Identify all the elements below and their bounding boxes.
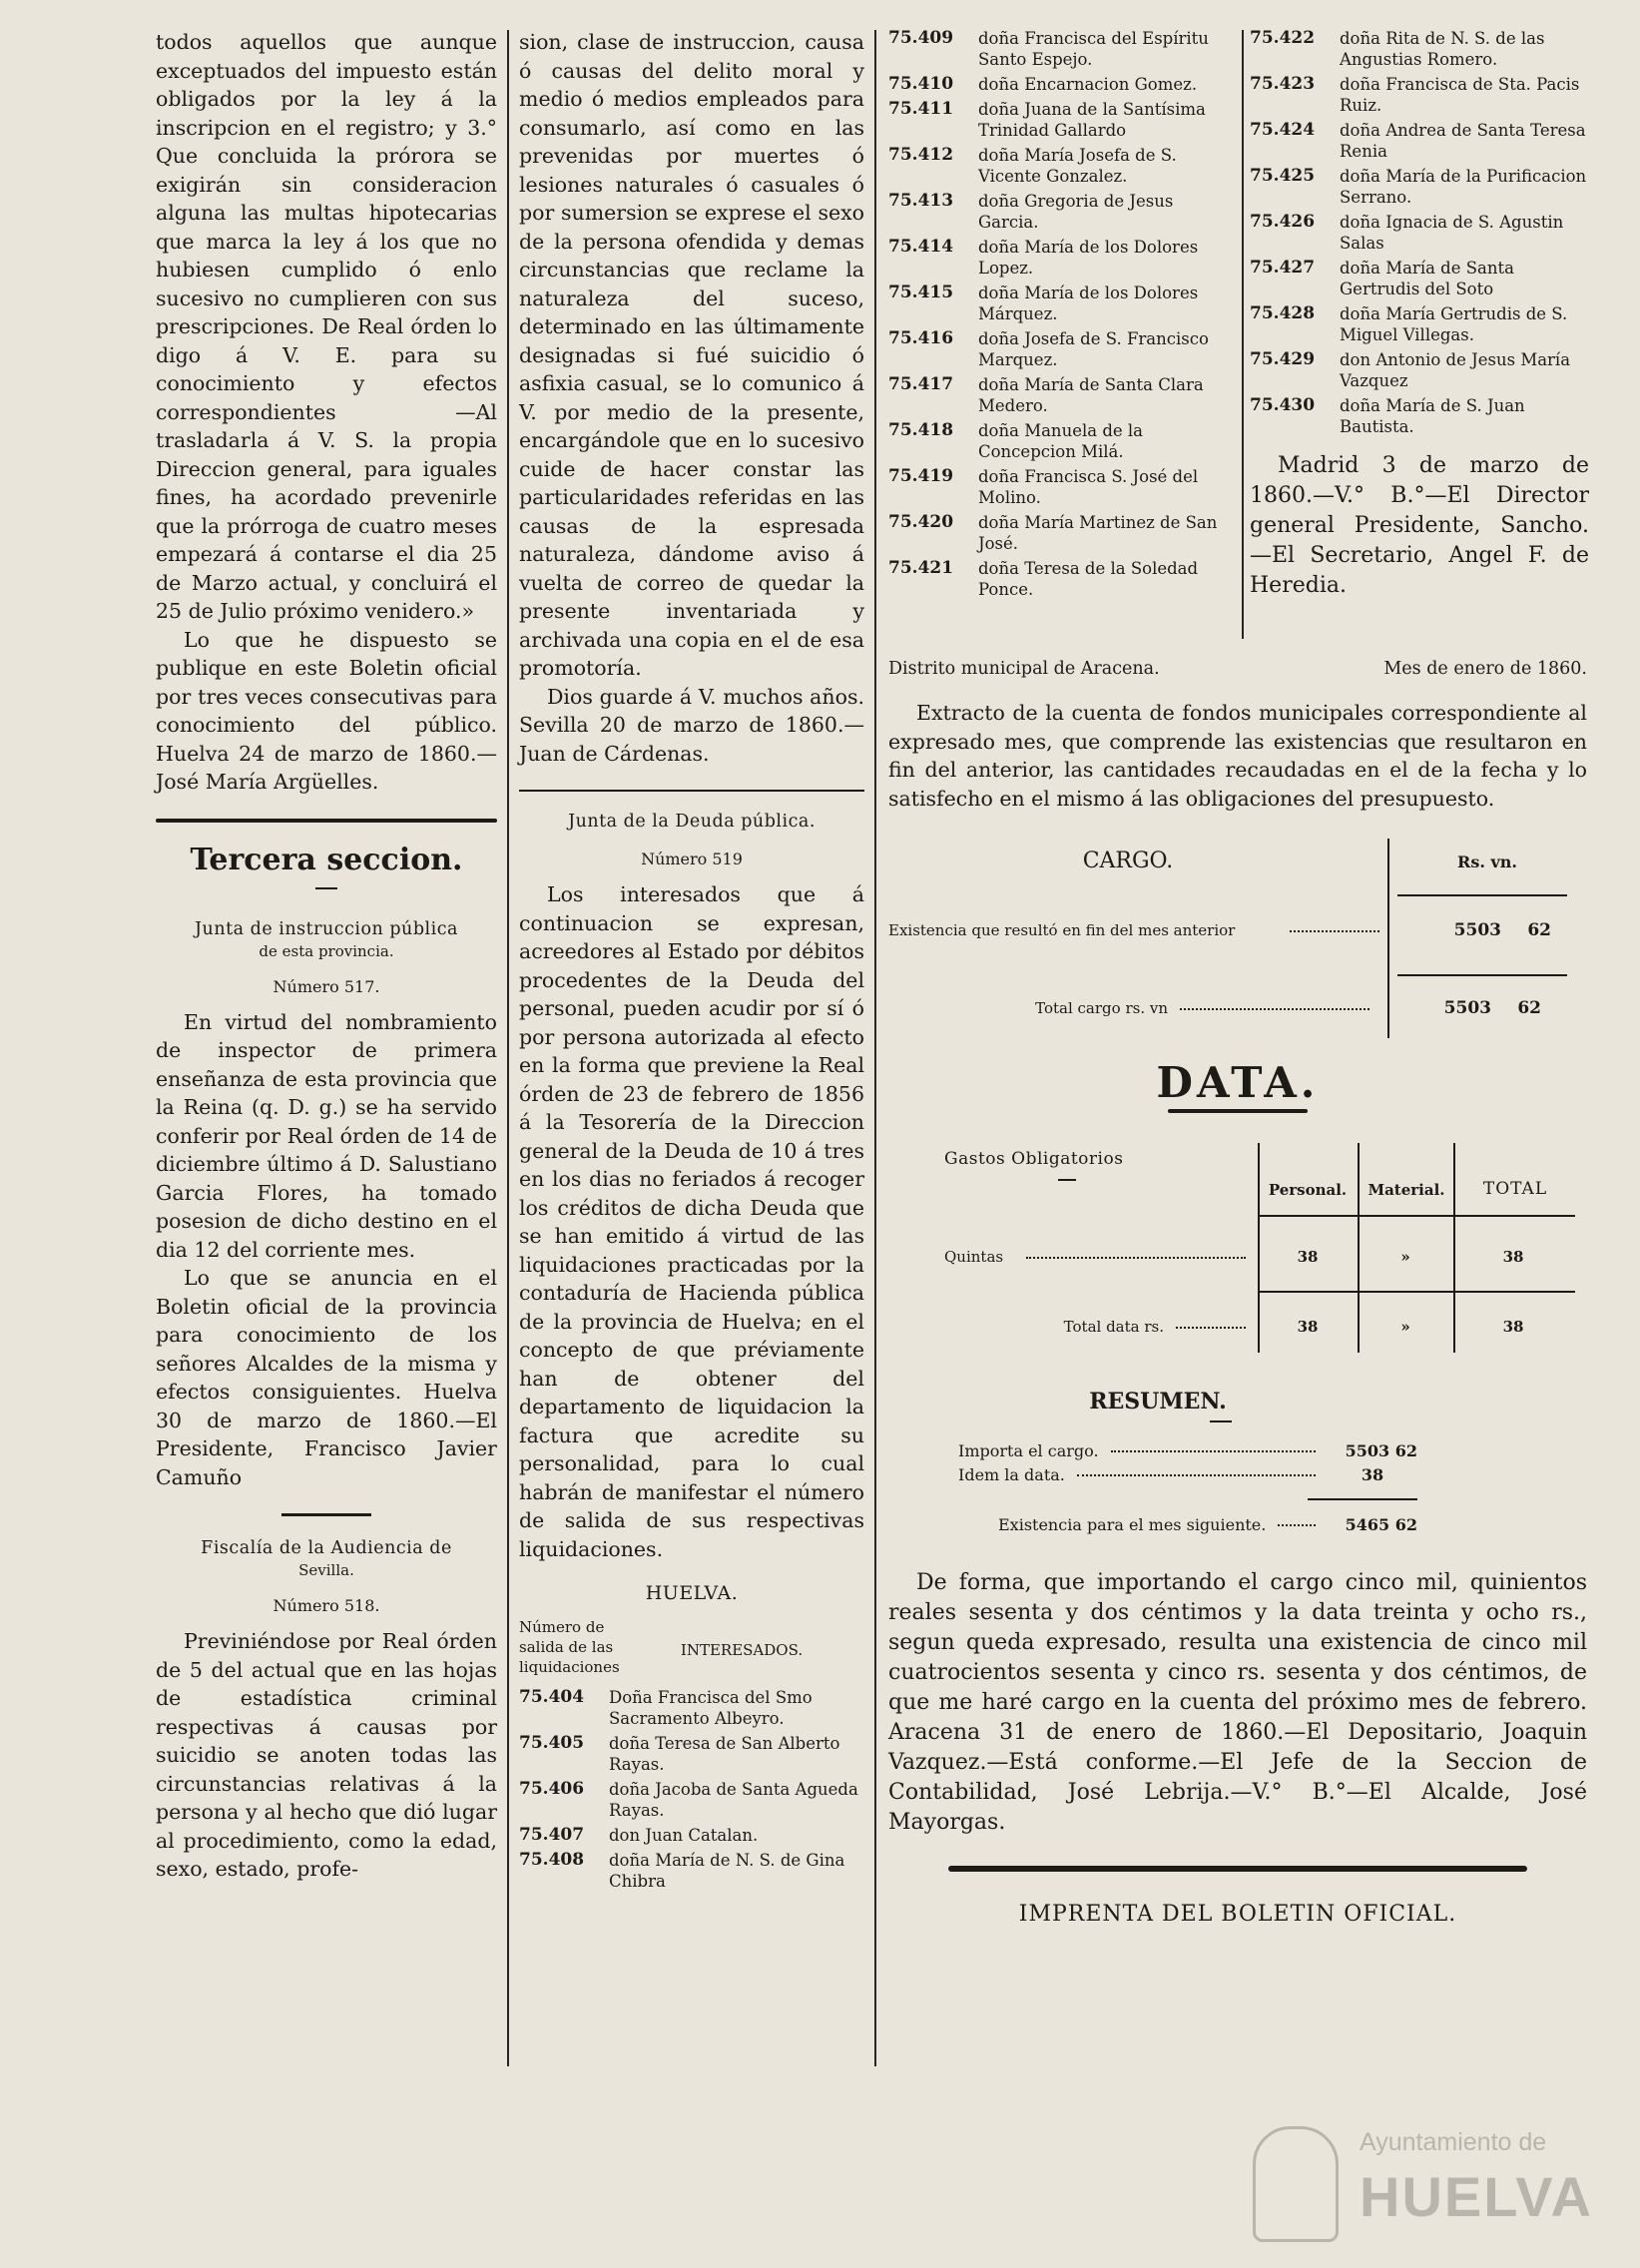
col-header-total: TOTAL: [1482, 1179, 1548, 1199]
list-item: [1250, 120, 1589, 162]
col-header-interesados: INTERESADOS.: [680, 1641, 804, 1659]
entry-name: doña Encarnacion Gomez.: [978, 75, 1198, 94]
entry-name: doña Francisca S. José del Molino.: [978, 467, 1199, 507]
cargo-col-header: Rs. vn.: [1457, 852, 1517, 871]
entry-number: 75.405: [519, 1733, 585, 1753]
data-title: DATA.: [1156, 1058, 1320, 1107]
entry-number: 75.414: [888, 237, 954, 257]
gastos-title: Gastos Obligatorios: [944, 1149, 1124, 1169]
resumen-row: [958, 1462, 1417, 1486]
list-item: [1250, 395, 1589, 437]
list-item: [888, 74, 1233, 95]
junta2-title: Junta de la Deuda pública.: [568, 812, 816, 832]
entry-name: doña María de Santa Gertrudis del Soto: [1340, 259, 1514, 298]
list-item: [1250, 349, 1589, 391]
entry-number: 75.430: [1250, 395, 1316, 415]
leader-dots: [1026, 1247, 1246, 1259]
section-title: Tercera seccion.: [190, 842, 463, 877]
entry-number: 75.421: [888, 558, 954, 578]
entry-name: doña María de Santa Clara Medero.: [978, 375, 1204, 415]
resumen-label: Importa el cargo.: [958, 1440, 1099, 1460]
list-item: [888, 191, 1233, 233]
short-rule: [281, 1513, 371, 1516]
list-item: [1250, 74, 1589, 116]
cargo-row-value: 5503: [1453, 920, 1501, 940]
city-seal-icon: [1253, 2126, 1339, 2242]
junta1-number: Número 517.: [273, 976, 380, 996]
entry-number: 75.406: [519, 1779, 585, 1799]
list-item: [888, 558, 1233, 600]
entry-number: 75.415: [888, 283, 954, 302]
cargo-rule: [1397, 894, 1567, 896]
leader-dots: [1111, 1440, 1316, 1452]
cuenta-closing: De forma, que importando el cargo cinco mil, quinientos reales sesenta y dos céntimos y la data treinta y ocho rs., segun queda expresado, resulta una existencia de cinco mil cuatrocientos sesenta y cinco rs. sesenta y dos céntimos, de que me haré cargo en la cuenta del próximo mes de febrero. Aracena 31 de enero de 1860.—El Depositario, Joaquin Vazquez.—Está conforme.—El Jefe de la Seccion de Contabilidad, José Lebrija.—V.° B.°—El Alcalde, José Mayorgas.: [888, 1570, 1587, 1835]
list-item: [1250, 212, 1589, 254]
resumen-row: [958, 1438, 1417, 1462]
final-rule: [948, 1866, 1527, 1872]
cargo-total-label: Total cargo rs. vn: [1035, 999, 1168, 1017]
resumen-rule: [1308, 1498, 1417, 1500]
entry-name: doña Teresa de San Alberto Rayas.: [609, 1734, 840, 1774]
imprenta-label: IMPRENTA DEL BOLETIN OFICIAL.: [1018, 1902, 1457, 1927]
junta2-number: Número 519: [641, 850, 743, 868]
ornament-rule: [1168, 1109, 1308, 1113]
list-item: [888, 283, 1233, 324]
table-rule: [1260, 1215, 1575, 1217]
list-item: [1250, 166, 1589, 208]
interesados-list: [519, 1687, 864, 1892]
quintas-material: »: [1400, 1248, 1410, 1266]
leader-dots: [1176, 1317, 1246, 1329]
leader-dots: [1290, 920, 1379, 932]
watermark-line2: HUELVA: [1360, 2165, 1593, 2228]
intro-closing: Lo que he dispuesto se publique en este Boletin oficial por tres veces consecutivas para conocimiento del público. Huelva 24 de marzo de 1860.—José María Argüelles.: [156, 627, 497, 794]
entry-number: 75.429: [1250, 349, 1316, 369]
resumen-value: 38: [1361, 1464, 1384, 1484]
entry-name: doña María de la Purificacion Serrano.: [1340, 167, 1587, 207]
entry-name: doña Jacoba de Santa Agueda Rayas.: [609, 1780, 858, 1820]
intro-text: todos aquellos que aunque exceptuados del impuesto están obligados por la ley á la inscripcion en el registro; y 3.° Que concluida la prórora se exigirán sin consideracion alguna las multas hipotecarias que marca la ley á los que no hubiesen cumplido ó enlo sucesivo no cumplieren con sus prescripciones. De Real órden lo digo á V. E. para su conocimiento y efectos correspondientes —Al trasladarla á V. S. la propia Direccion general, para iguales fines, ha acordado prevenirle que la prórroga de cuatro meses empezará á contarse el dia 25 de Marzo actual, y concluirá el 25 de Julio próximo venidero.»: [156, 30, 497, 623]
total-data-material: »: [1400, 1318, 1410, 1336]
entry-number: 75.419: [888, 466, 954, 486]
junta1-subtitle: de esta provincia.: [259, 941, 394, 960]
list-item: [519, 1825, 864, 1846]
list-item: [888, 512, 1233, 554]
list-item: [888, 28, 1233, 70]
column-1: [156, 28, 497, 1884]
entry-name: doña María de los Dolores Lopez.: [978, 238, 1199, 278]
resumen-row: [958, 1510, 1417, 1538]
list-item: [888, 328, 1233, 370]
interesados-list: [888, 28, 1233, 600]
leader-dots: [1180, 998, 1369, 1010]
entry-number: 75.409: [888, 28, 954, 48]
list-item: [888, 237, 1233, 279]
cargo-total-row: [888, 978, 1577, 1038]
resumen-value: 5503 62: [1345, 1440, 1417, 1460]
quintas-total: 38: [1502, 1248, 1524, 1266]
divider: [519, 790, 864, 792]
entry-number: 75.428: [1250, 303, 1316, 323]
cargo-row: [888, 900, 1577, 960]
resumen-block: [888, 1438, 1417, 1538]
list-item: [888, 145, 1233, 187]
list-item: [1250, 28, 1589, 70]
dash-divider: [315, 887, 337, 889]
entry-name: doña Teresa de la Soledad Ponce.: [978, 559, 1199, 599]
column-rule-3: [1242, 30, 1244, 639]
fiscalia-body: Previniéndose por Real órden de 5 del actual que en las hojas de estadística criminal respectivas á causas por suicidio se anoten todas las circunstancias relativas á la persona y al hecho que dió lugar al procedimiento, como la edad, sexo, estado, profe-: [156, 1629, 497, 1881]
gastos-table: [888, 1143, 1587, 1373]
entry-number: 75.417: [888, 374, 954, 394]
continued-closing: Dios guarde á V. muchos años. Sevilla 20 de marzo de 1860.—Juan de Cárdenas.: [519, 684, 864, 766]
fiscalia-title: Fiscalía de la Audiencia de: [201, 1538, 452, 1558]
entry-name: doña Gregoria de Jesus Garcia.: [978, 192, 1174, 232]
entry-number: 75.424: [1250, 120, 1316, 140]
resumen-label: Idem la data.: [958, 1464, 1065, 1484]
entry-name: doña María Martinez de San José.: [978, 513, 1218, 553]
district-label: Distrito municipal de Aracena.: [888, 659, 1160, 679]
cargo-total-value: 5503: [1443, 998, 1491, 1018]
entry-number: 75.423: [1250, 74, 1316, 94]
cargo-block: [888, 839, 1587, 1048]
leader-dots: [1077, 1464, 1316, 1476]
interesados-list: [1250, 28, 1589, 437]
entry-number: 75.416: [888, 328, 954, 348]
section-divider: [156, 819, 497, 823]
entry-name: don Juan Catalan.: [609, 1826, 759, 1845]
cargo-title: CARGO.: [1082, 849, 1174, 873]
total-data-row: [944, 1297, 1575, 1357]
fiscalia-subtitle: Sevilla.: [298, 1561, 354, 1579]
entry-name: doña Josefa de S. Francisco Marquez.: [978, 329, 1209, 369]
cargo-total-cents: 62: [1517, 998, 1541, 1018]
resumen-label: Existencia para el mes siguiente.: [998, 1514, 1267, 1534]
leader-dots: [1278, 1514, 1316, 1526]
list-item: [1250, 303, 1589, 345]
entry-number: 75.408: [519, 1850, 585, 1870]
col-header-number: Número de salida de las liquidaciones: [519, 1618, 620, 1676]
entry-name: doña María de S. Juan Bautista.: [1340, 396, 1525, 436]
fiscalia-number: Número 518.: [273, 1596, 380, 1615]
cargo-row-label: Existencia que resultó en fin del mes anterior: [888, 921, 1236, 939]
col4-closing: Madrid 3 de marzo de 1860.—V.° B.°—El Director general Presidente, Sancho. —El Secretario, Angel F. de Heredia.: [1250, 453, 1589, 598]
entry-name: doña Manuela de la Concepcion Milá.: [978, 421, 1143, 461]
continued-text: sion, clase de instruccion, causa ó causas del delito moral y medio ó medios empleados para consumarlo, así como en las prevenidas por muertes ó lesiones naturales ó casuales ó por sumersion se exprese el sexo de la persona ofendida y demas circunstancias que reclame la naturaleza del suceso, determinado en las últimamente designadas si fué suicidio ó asfixia casual, se lo comunico á V. por medio de la presente, encargándole que en lo sucesivo cuide de hacer constar las particularidades referidas en las causas de la espresada naturaleza, dándome aviso á vuelta de correo de quedar la presente inventariada y archivada una copia en el de esa promotoría.: [519, 30, 864, 680]
list-item: [519, 1733, 864, 1775]
list-item: [888, 420, 1233, 462]
cuenta-header: [888, 659, 1587, 679]
watermark-line1: Ayuntamiento de: [1360, 2128, 1547, 2156]
cargo-row-cents: 62: [1527, 920, 1551, 940]
col-header-material: Material.: [1367, 1181, 1445, 1199]
entry-number: 75.422: [1250, 28, 1316, 48]
entry-number: 75.411: [888, 99, 954, 119]
cargo-rule: [1397, 974, 1567, 976]
quintas-personal: 38: [1297, 1248, 1319, 1266]
entry-number: 75.410: [888, 74, 954, 94]
entry-name: doña Rita de N. S. de las Angustias Romero.: [1340, 29, 1545, 69]
entry-number: 75.427: [1250, 258, 1316, 278]
entry-name: doña María Gertrudis de S. Miguel Villegas.: [1340, 304, 1568, 344]
list-item: [519, 1779, 864, 1821]
column-2: [519, 28, 864, 1896]
total-data-label: Total data rs.: [1063, 1318, 1164, 1336]
list-item: [888, 374, 1233, 416]
total-data-personal: 38: [1297, 1318, 1319, 1336]
entry-name: doña María Josefa de S. Vicente Gonzalez.: [978, 146, 1177, 186]
extract-text: Extracto de la cuenta de fondos municipales correspondiente al expresado mes, que comprende las existencias que resultaron en fin del anterior, las cantidades recaudadas en el de la fecha y lo satisfecho en el mismo á las obligaciones del presupuesto.: [888, 701, 1587, 811]
col-header-personal: Personal.: [1268, 1181, 1348, 1199]
dash: [1210, 1420, 1232, 1422]
column-rule-2: [874, 30, 876, 2066]
total-data-total: 38: [1502, 1318, 1524, 1336]
entry-number: 75.413: [888, 191, 954, 211]
entry-number: 75.418: [888, 420, 954, 440]
entry-name: doña Francisca de Sta. Pacis Ruiz.: [1340, 75, 1580, 115]
resumen-title: RESUMEN.: [1089, 1389, 1227, 1415]
column-4: [1250, 28, 1589, 601]
dash: [1058, 1179, 1076, 1181]
entry-name: doña Andrea de Santa Teresa Renia: [1340, 121, 1586, 161]
list-item: [888, 99, 1233, 141]
entry-name: doña Ignacia de S. Agustin Salas: [1340, 213, 1564, 253]
entry-number: 75.426: [1250, 212, 1316, 232]
month-label: Mes de enero de 1860.: [1383, 659, 1587, 679]
junta1-body: En virtud del nombramiento de inspector de primera enseñanza de esta provincia que la Reina (q. D. g.) se ha servido conferir por Real órden de 14 de diciembre último á D. Salustiano Garcia Flores, ha tomado posesion de dicho destino en el dia 12 del corriente mes.: [156, 1009, 497, 1262]
list-item: [1250, 258, 1589, 299]
entry-number: 75.425: [1250, 166, 1316, 186]
junta1-title: Junta de instruccion pública: [195, 918, 458, 939]
resumen-value: 5465 62: [1345, 1514, 1417, 1534]
entry-name: doña María de los Dolores Márquez.: [978, 284, 1199, 323]
list-item: [888, 466, 1233, 508]
entry-name: Doña Francisca del Smo Sacramento Albeyro.: [609, 1688, 813, 1728]
entry-number: 75.404: [519, 1687, 585, 1707]
entry-name: doña Juana de la Santísima Trinidad Gallardo: [978, 100, 1206, 140]
quintas-label: Quintas: [944, 1248, 1004, 1266]
junta1-closing: Lo que se anuncia en el Boletin oficial de la provincia para conocimiento de los señores Alcaldes de la misma y efectos consiguientes. Huelva 30 de marzo de 1860.—El Presidente, Francisco Javier Camuño: [156, 1266, 497, 1489]
column-3: [888, 28, 1233, 604]
entry-name: doña María de N. S. de Gina Chibra: [609, 1851, 845, 1891]
table-rule: [1260, 1291, 1575, 1293]
entry-number: 75.407: [519, 1825, 585, 1845]
column-rule-1: [507, 30, 509, 2066]
list-item: [519, 1687, 864, 1729]
huelva-label: HUELVA.: [645, 1582, 739, 1604]
quintas-row: [944, 1227, 1575, 1287]
table-heading: [519, 1617, 864, 1677]
entry-name: don Antonio de Jesus María Vazquez: [1340, 350, 1571, 390]
entry-name: doña Francisca del Espíritu Santo Espejo.: [978, 29, 1209, 69]
list-item: [519, 1850, 864, 1892]
entry-number: 75.420: [888, 512, 954, 532]
cuenta-section: [888, 659, 1587, 1927]
entry-number: 75.412: [888, 145, 954, 165]
junta2-body: Los interesados que á continuacion se expresan, acreedores al Estado por débitos procedentes de la Deuda del personal, pueden acudir por sí ó por persona autorizada al efecto en la forma que previene la Real órden de 23 de febrero de 1856 á la Tesorería de la Direccion general de la Deuda de 10 á tres en los dias no feriados á recoger los créditos de dicha Deuda que se han emitido á virtud de las liquidaciones practicadas por la contaduría de Hacienda pública de la provincia de Huelva; en el concepto de que préviamente han de obtener del departamento de liquidacion la factura que acredite su personalidad, para lo cual habrán de manifestar el número de salida de sus respectivas liquidaciones.: [519, 882, 864, 1561]
